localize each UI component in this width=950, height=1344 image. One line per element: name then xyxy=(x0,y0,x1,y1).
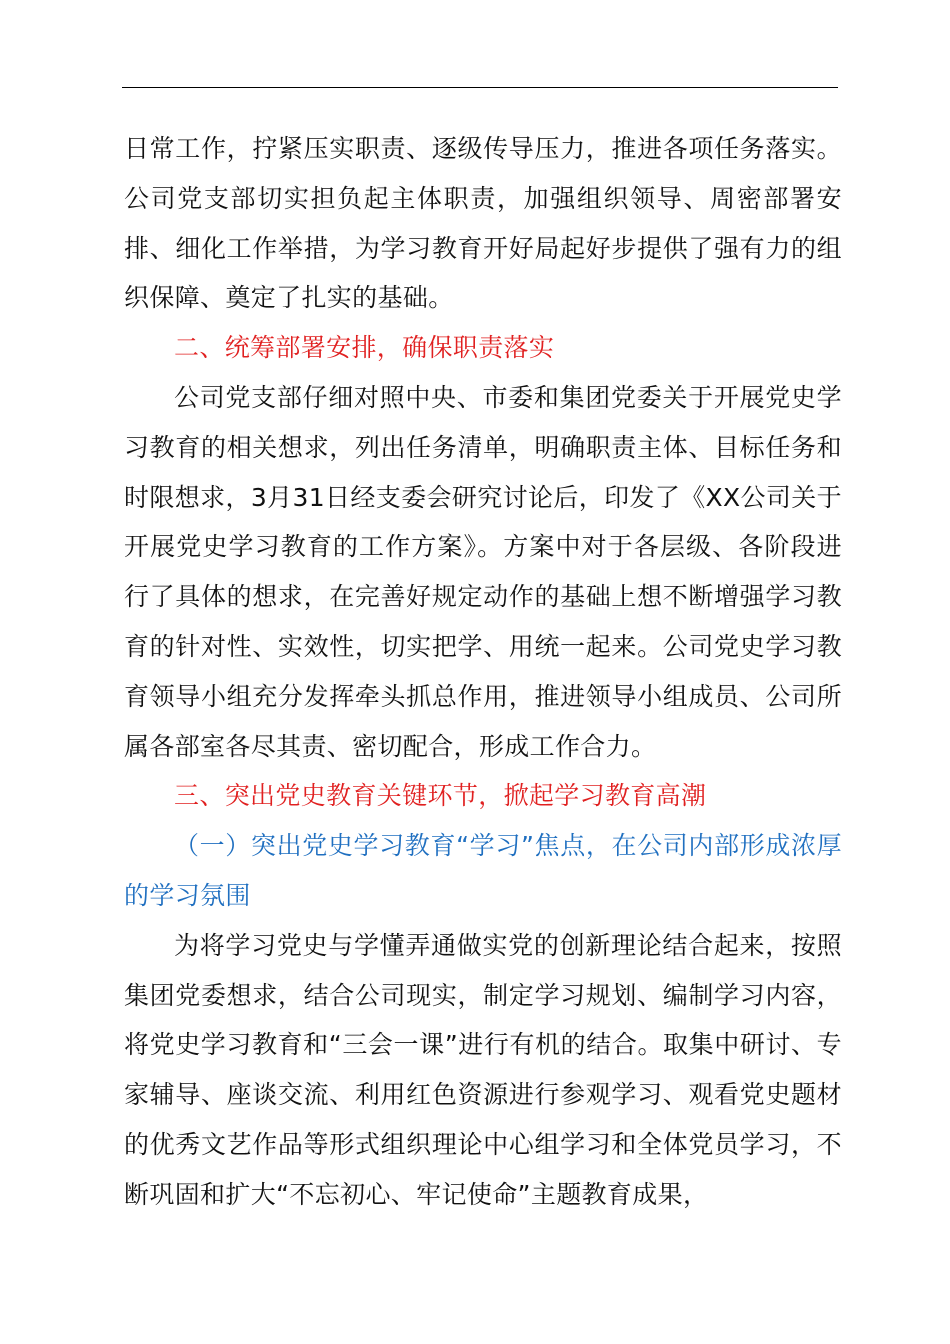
header-rule xyxy=(122,87,838,88)
paragraph-continuation: 日常工作，拧紧压实职责、逐级传导压力，推进各项任务落实。公司党支部切实担负起主体职责，加强组织领导、周密部署安排、细化工作举措，为学习教育开好局起好步提供了强有力的组织保障、奠定了扎实的基础。 xyxy=(124,134,842,313)
section-heading-2: 二、统筹部署安排，确保职责落实 xyxy=(174,333,555,363)
document-body xyxy=(124,124,842,1220)
section-heading-3: 三、突出党史教育关键环节，掀起学习教育高潮 xyxy=(174,781,707,811)
paragraph-section-3-1: 为将学习党史与学懂弄通做实党的创新理论结合起来，按照集团党委想求，结合公司现实，制定学习规划、编制学习内容，将党史学习教育和“三会一课”进行有机的结合。取集中研讨、专家辅导、座谈交流、利用红色资源进行参观学习、观看党史题材的优秀文艺作品等形式组织理论中心组学习和全体党员学习，不断巩固和扩大“不忘初心、牢记使命”主题教育成果， xyxy=(124,930,842,1209)
subsection-heading-3-1: （一）突出党史学习教育“学习”焦点，在公司内部形成浓厚的学习氛围 xyxy=(124,831,842,910)
paragraph-section-2: 公司党支部仔细对照中央、市委和集团党委关于开展党史学习教育的相关想求，列出任务清单，明确职责主体、目标任务和时限想求，3月31日经支委会研究讨论后，印发了《XX公司关于开展党史学习教育的工作方案》。方案中对于各层级、各阶段进行了具体的想求，在完善好规定动作的基础上想不断增强学习教育的针对性、实效性，切实把学、用统一起来。公司党史学习教育领导小组充分发挥牵头抓总作用，推进领导小组成员、公司所属各部室各尽其责、密切配合，形成工作合力。 xyxy=(124,382,842,761)
